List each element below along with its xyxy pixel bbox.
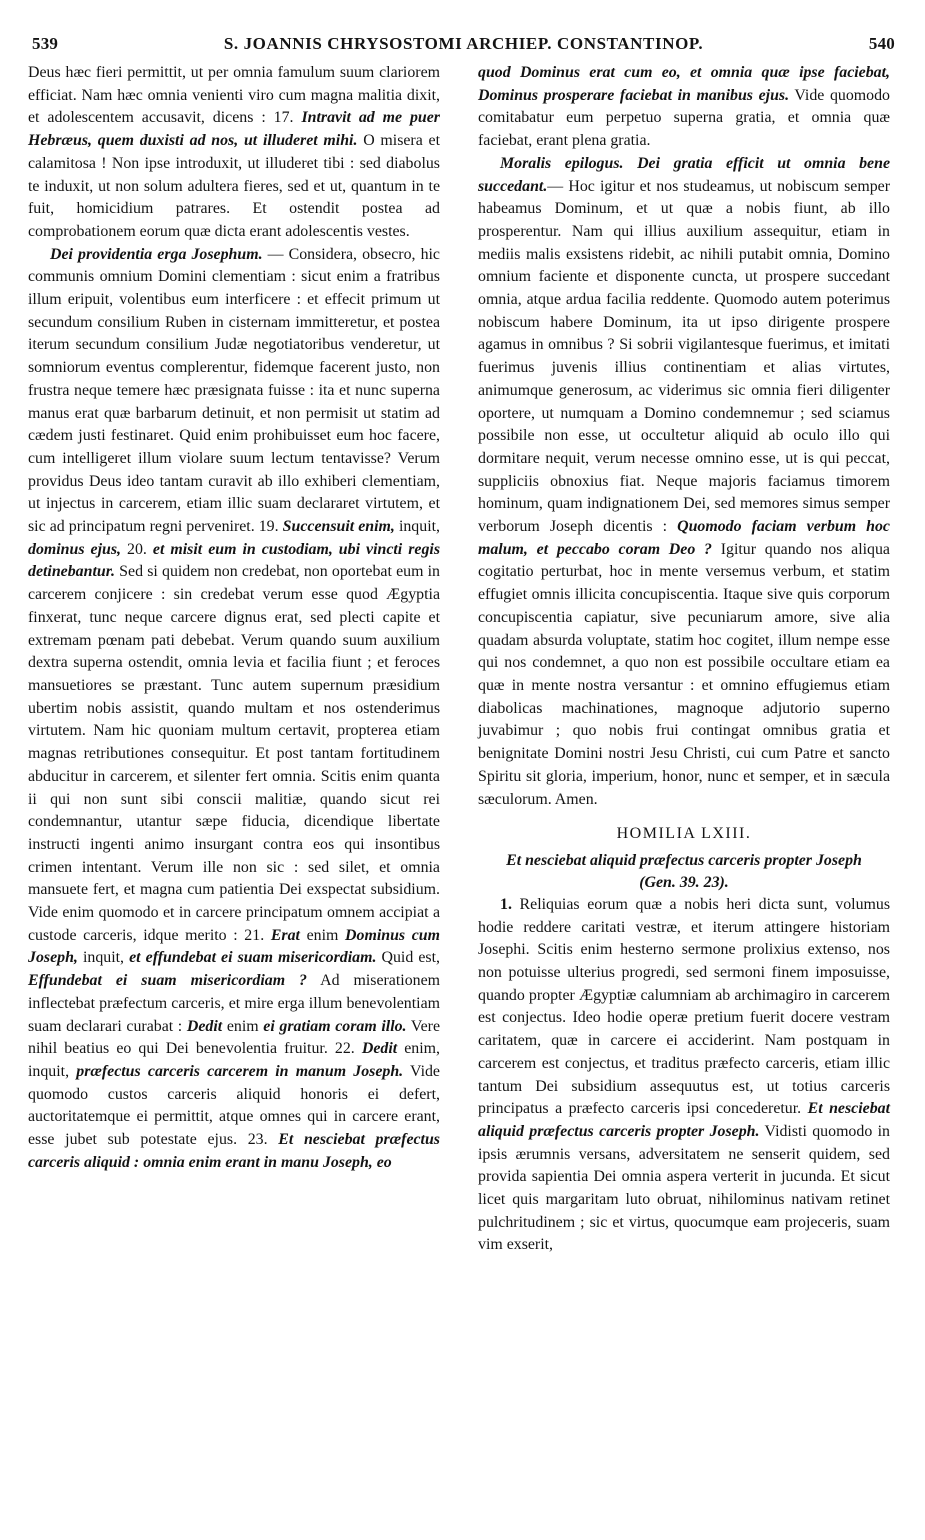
scripture-quote: Dominus cum Joseph,	[28, 926, 440, 967]
section-heading: Moralis epilogus. Dei gratia efficit ut omnia bene succedant.	[478, 154, 890, 195]
text-run: Sed si quidem non credebat, non oportebat eum in carcerem conjicere : sin credebat verum esse quod Ægyptia finxerat, tunc neque carcere dignus erat, sed plecti capite et extremam pœnam pati debebat. Verum quando suum auxilium dextra superna ostendit, omnia levia et facilia fiunt ; et feroces mansuetiores se præstant. Tunc autem supernum præsidium ubertim nobis assistit, quando multam et nos ostenderimus virtutem. Nam hic quoniam multum certavit, propterea etiam magnas retributiones consequitur. Et post tantam fortitudinem abducitur in carcerem, et silenter fert omnia. Scitis enim quanta ii qui non sunt sibi conscii malitiæ, quando sicut rei condemnantur, utantur sæpe fiducia, dicendique libertate instructi ingenti animo insurgant contra eos qui insontibus crimen intentant. Verum ille non sic : sed silet, et omnia mansuete fert, et magna cum patientia Dei exspectat subsidium. Vide enim quomodo et in carcere principatum omnem accipiat a custode carceris, idque merito : 21.	[28, 563, 440, 944]
scripture-quote: et effundebat ei suam misericordiam.	[129, 949, 377, 967]
text-run: inquit,	[77, 949, 130, 967]
page-number-left: 539	[32, 34, 59, 53]
text-run: enim	[299, 926, 346, 944]
text-run: — Hoc igitur et nos studeamus, ut nobiscum semper habeamus Dominum, et ut quæ a nobis fiunt, ab illo prosperentur. Nam qui illius auxilium assequitur, etiam in mediis malis exsistens ridebit, ac nihili putabit omnia, Domino omnium faciente et disponente cuncta, ut prospere succedant omnia, atque ardua facilia reddente. Quomodo autem poterimus nobiscum habere Dominum, ita ut ipso dirigente prospere agamus in omnibus ? Si sobrii vigilantesque fuerimus, et imitati fuerimus juvenis illius continentiam et alias virtutes, animumque generosum, ac viderimus sic omnia fieri diligenter oportere, ut numquam a Domino condemnemur ; sed sciamus possibile non esse, ut occultetur aliquid ab oculo illo qui dormitare nequit, verum necesse omnino esse, ut is qui peccat, suppliciis obnoxius fiat. Neque majoris faciamus timorem hominum, quam indignationem Dei, sed memores simus semper verborum Joseph dicentis :	[478, 177, 890, 536]
paragraph	[28, 244, 440, 1175]
text-run: enim	[222, 1017, 264, 1035]
homily-subtitle	[478, 850, 890, 894]
scripture-quote: quod Dominus erat cum eo, et omnia quæ ipse faciebat, Dominus prosperare faciebat in manibus ejus.	[478, 64, 890, 104]
scripture-quote: dominus ejus,	[28, 540, 122, 558]
scripture-quote: Dedit	[186, 1017, 223, 1035]
text-run: Vide quomodo custos carceris aliquid honoris ei defert, auctoritatemque ei permittit, atque omnes qui in carcere erant, esse jubet sub potestate ejus. 23.	[28, 1062, 440, 1149]
paragraph	[478, 894, 890, 1257]
text-run: Vere nihil beatius eo qui Dei benevolentia fruitur. 22.	[28, 1017, 440, 1058]
text-run: inquit,	[394, 518, 440, 536]
homily-reference: (Gen. 39. 23).	[639, 873, 729, 891]
text-run: Deus hæc fieri permittit, ut per omnia famulum suum clariorem efficiat. Nam hæc omnia venienti viro cum magna malitia dixit, et adolescentem accusavit, dicens : 17.	[28, 64, 440, 127]
text-run: Vide quomodo comitabatur eum perpetuo superna gratia, et omnia quæ faciebat, erant plena gratia.	[478, 86, 890, 150]
text-run: Vidisti quomodo in ipsis ærumnis versans, adversitatem ne senserit quidem, sed provida sapientia Dei omnia aspera verterit in jucunda. Et sicut licet quis margaritam luto obruat, nihilominus nativam retinet pulchritudinem ; sic et virtus, quocumque eam projeceris, suam vim exserit,	[478, 1122, 890, 1254]
text-run: O misera et calamitosa ! Non ipse introduxit, ut illuderet tibi : sed diabolus te induxit, ut non solum adultera fieres, sed et ut, quantum in te fuit, homicidium patrares. Et ostendit postea ad comprobationem eorum quæ dicta erant adolescentis vestes.	[28, 132, 440, 240]
paragraph	[478, 153, 890, 811]
page-number-right: 540	[868, 34, 895, 53]
section-heading: Dei providentia erga Josephum.	[50, 245, 263, 263]
scripture-quote: Intravit ad me puer Hebræus, quem duxisti ad nos, ut illuderet mihi.	[28, 109, 440, 150]
text-run: Quid est,	[376, 949, 440, 967]
left-column	[28, 62, 440, 1174]
right-column	[478, 62, 890, 1257]
paragraph	[478, 62, 890, 153]
scripture-quote: Et nesciebat aliquid præfectus carceris propter Joseph.	[478, 1100, 890, 1140]
section-number: 1.	[500, 895, 512, 913]
homily-subtitle-text: Et nesciebat aliquid præfectus carceris propter Joseph	[506, 851, 862, 869]
paragraph	[28, 62, 440, 244]
scripture-quote: Quomodo faciam verbum hoc malum, et peccabo coram Deo ?	[478, 518, 890, 558]
text-run: enim, inquit,	[28, 1040, 440, 1080]
text-run: — Considera, obsecro, hic communis omnium Domini clementiam : sicut enim a fratribus illum eripuit, volentibus eum interficere : et effecit primum ut secundum consilium Ruben in cisternam immitteretur, et postea iterum secundum consilium Judæ negotiatoribus venderetur, ut somniorum eventus complerentur, fidemque facerent justo, non frustra neque temere hæc præsignata fuisse : ita et nunc superna manus erat quæ barbarum detinuit, et non permisit ut statim ad cædem justi festinaret. Quid enim prohibuisset eum hoc facere, cum intelligeret illum violare suum lectum tentavisse? Verum providus Deus ideo tantam curavit ab illo exhiberi clementiam, ut injectus in carcerem, etiam illic suam declararet virtutem, et sic ad principatum regni perveniret. 19.	[28, 245, 440, 536]
scripture-quote: et misit eum in custodiam, ubi vincti regis detinebantur.	[28, 540, 441, 581]
scripture-quote: Effundebat ei suam misericordiam ?	[28, 972, 307, 990]
running-header	[32, 34, 895, 60]
text-run: Reliquias eorum quæ a nobis heri dicta sunt, volumus hodie reddere caritati vestræ, et iterum attingere historiam Josephi. Scitis enim hesterno sermone prolixius extenso, nos non potuisse ulterius progredi, sed sermoni finem imposuisse, quando propter Ægyptiæ calumniam ab archimagiro in carcerem est conjectus. Ideo hodie operæ pretium fuerit docere vestram caritatem, quæ in carcere ei acciderint. Nam postquam in carcerem est conjectus, et traditus præfecto carceris, etiam illic tantum Dei subsidium assequutus est, ut totius carceris principatus a præfecto carceris ipsi concederetur.	[478, 895, 890, 1118]
scripture-quote: præfectus carceris carcerem in manum Joseph.	[76, 1062, 404, 1080]
text-run: Igitur quando nos aliqua cogitatio perturbat, hoc in mente versemus verbum, et statim effugiet omnis illicita concupiscentia. Itaque sive quis corporum concupiscentia capiatur, sive pecuniarum amore, sive alia quadam absurda voluptate, statim hoc cogitet, illum nempe esse qui nos condemnet, a quo non est possibile occultare etiam ea quæ in mente nostra versantur : et omnino effugiemus etiam diabolicas machinationes, magnoque adjutorio superno juvabimur ; quo nobis frui contingat omnibus gratia et benignitate Domini nostri Jesu Christi, cui cum Patre et sancto Spiritu sit gloria, imperium, honor, nunc et semper, et in sæcula sæculorum. Amen.	[478, 540, 890, 808]
scripture-quote: Erat	[270, 926, 300, 944]
text-run: 20.	[121, 540, 153, 558]
text-run: Ad miserationem inflectebat præfectum carceris, et mire erga illum benevolentiam suam declarari curabat :	[28, 972, 440, 1035]
running-title: S. JOANNIS CHRYSOSTOMI ARCHIEP. CONSTANTINOP.	[223, 34, 704, 53]
scripture-quote: Et nesciebat præfectus carceris aliquid : omnia enim erant in manu Joseph, eo	[28, 1131, 440, 1171]
scripture-quote: Dedit	[361, 1040, 398, 1058]
scripture-quote: ei gratiam coram illo.	[263, 1017, 407, 1035]
homily-title: HOMILIA LXIII.	[616, 825, 752, 843]
scripture-quote: Succensuit enim,	[282, 518, 395, 536]
